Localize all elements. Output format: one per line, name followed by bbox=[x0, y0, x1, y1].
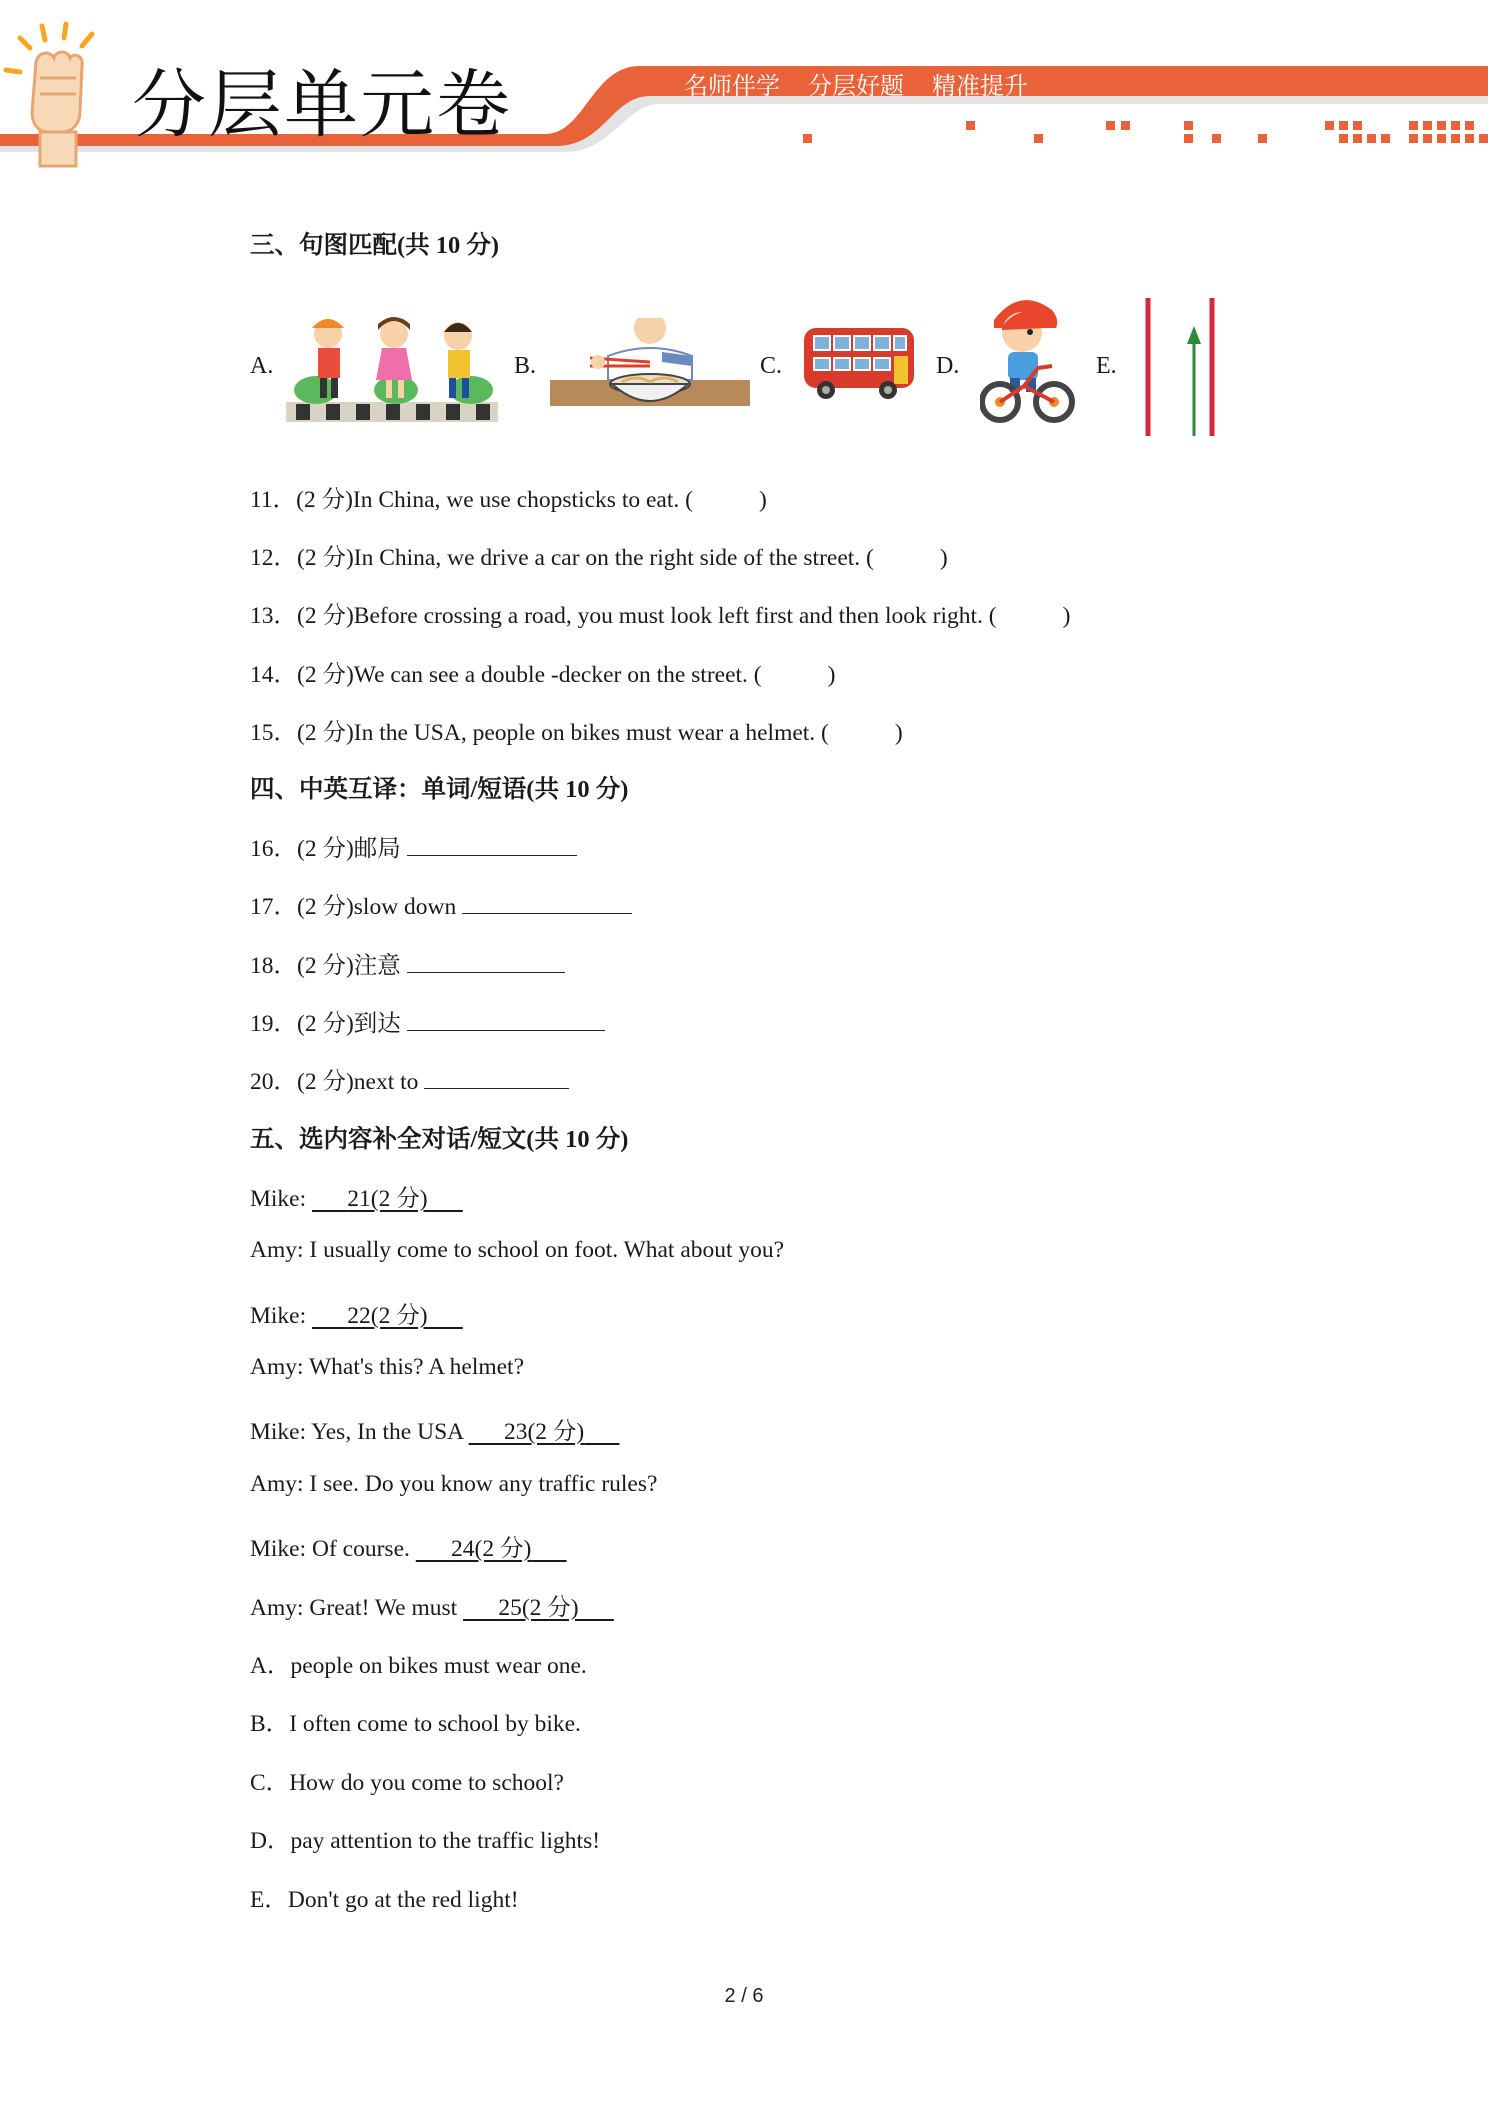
slogan-1: 名师伴学 bbox=[684, 72, 780, 100]
dialogue-blank-24[interactable] bbox=[416, 1536, 567, 1562]
option-e bbox=[250, 1880, 519, 1914]
brand-title: 分层单元卷 bbox=[132, 62, 512, 148]
dialogue-text: Mike: Yes, In the USA bbox=[250, 1419, 469, 1445]
question-13 bbox=[250, 596, 1070, 630]
question-text: (2 分)In the USA, people on bikes must wear a helmet. ( bbox=[297, 720, 829, 746]
option-letter: E． bbox=[250, 1887, 288, 1913]
option-letter: A． bbox=[250, 1653, 291, 1679]
question-20 bbox=[250, 1062, 569, 1096]
dialogue-text: Amy: What's this? A helmet? bbox=[250, 1354, 525, 1380]
answer-blank[interactable] bbox=[407, 950, 565, 973]
pic-label-e: E. bbox=[1096, 353, 1117, 379]
pic-label-c: C. bbox=[760, 353, 783, 379]
slogan-3: 精准提升 bbox=[932, 72, 1028, 100]
option-text: Don't go at the red light! bbox=[287, 1887, 519, 1913]
close-paren: ) bbox=[939, 545, 948, 571]
question-text: (2 分)邮局 bbox=[297, 836, 401, 862]
eating-noodles-chopsticks-icon bbox=[550, 318, 750, 410]
dialogue-text: Mike: bbox=[250, 1303, 313, 1329]
question-text: (2 分)next to bbox=[297, 1069, 419, 1095]
dialogue-blank-22[interactable] bbox=[312, 1303, 463, 1329]
pic-label-a: A. bbox=[250, 353, 274, 379]
blank-label: 25(2 分) bbox=[498, 1595, 579, 1621]
question-number: 19． bbox=[250, 1011, 297, 1037]
question-number: 12． bbox=[250, 545, 297, 571]
question-number: 15． bbox=[250, 720, 297, 746]
blank-label: 24(2 分) bbox=[451, 1536, 532, 1562]
dialogue-blank-21[interactable] bbox=[312, 1186, 463, 1212]
section-5-title: 五、选内容补全对话/短文(共 10 分) bbox=[250, 1126, 629, 1153]
answer-blank[interactable] bbox=[462, 891, 632, 914]
right-side-arrow-icon bbox=[1140, 296, 1220, 438]
option-text: pay attention to the traffic lights! bbox=[290, 1828, 601, 1854]
answer-blank[interactable] bbox=[407, 1008, 605, 1031]
dialogue-text: Amy: I see. Do you know any traffic rules? bbox=[250, 1471, 658, 1497]
question-16 bbox=[250, 829, 577, 863]
option-d bbox=[250, 1821, 600, 1855]
boy-helmet-bike-icon bbox=[980, 290, 1078, 428]
children-crossing-icon bbox=[286, 310, 498, 425]
option-letter: B． bbox=[250, 1711, 290, 1737]
section-4-title: 四、中英互译：单词/短语(共 10 分) bbox=[250, 776, 629, 803]
dialogue-text: Amy: Great! We must bbox=[250, 1595, 464, 1621]
dialogue-line-2 bbox=[250, 1237, 784, 1264]
option-text: How do you come to school? bbox=[289, 1770, 564, 1796]
option-letter: C． bbox=[250, 1770, 290, 1796]
question-number: 16． bbox=[250, 836, 297, 862]
question-number: 11． bbox=[250, 487, 297, 513]
option-c bbox=[250, 1763, 564, 1797]
page-number: 2 / 6 bbox=[724, 1985, 764, 2007]
dialogue-line-1 bbox=[250, 1179, 463, 1213]
dialogue-line-3 bbox=[250, 1296, 463, 1330]
question-text: (2 分)We can see a double -decker on the street. ( bbox=[297, 662, 762, 688]
double-decker-bus-icon bbox=[802, 326, 918, 402]
question-18 bbox=[250, 946, 565, 980]
dialogue-line-4 bbox=[250, 1354, 524, 1381]
question-text: (2 分)slow down bbox=[297, 894, 457, 920]
question-19 bbox=[250, 1004, 605, 1038]
dialogue-text: Mike: Of course. bbox=[250, 1536, 416, 1562]
close-paren: ) bbox=[758, 487, 767, 513]
question-text: (2 分)In China, we use chopsticks to eat. ( bbox=[296, 487, 693, 513]
question-number: 18． bbox=[250, 953, 297, 979]
dialogue-line-6 bbox=[250, 1471, 657, 1498]
question-number: 20． bbox=[250, 1069, 297, 1095]
blank-label: 22(2 分) bbox=[347, 1303, 428, 1329]
blank-label: 21(2 分) bbox=[347, 1186, 428, 1212]
question-11 bbox=[250, 480, 767, 514]
slogan-2: 分层好题 bbox=[808, 72, 904, 100]
option-letter: D． bbox=[250, 1828, 291, 1854]
question-number: 14． bbox=[250, 662, 297, 688]
dialogue-line-5 bbox=[250, 1412, 620, 1446]
question-number: 13． bbox=[250, 603, 297, 629]
dialogue-text: Amy: I usually come to school on foot. What about you? bbox=[250, 1237, 785, 1263]
option-text: people on bikes must wear one. bbox=[290, 1653, 587, 1679]
option-a bbox=[250, 1646, 587, 1680]
pic-label-d: D. bbox=[936, 353, 960, 379]
answer-blank[interactable] bbox=[424, 1066, 569, 1089]
question-number: 17． bbox=[250, 894, 297, 920]
question-text: (2 分)到达 bbox=[297, 1011, 401, 1037]
dialogue-text: Mike: bbox=[250, 1186, 313, 1212]
option-text: I often come to school by bike. bbox=[289, 1711, 581, 1737]
question-12 bbox=[250, 538, 948, 572]
option-b bbox=[250, 1704, 581, 1738]
close-paren: ) bbox=[1062, 603, 1071, 629]
dialogue-blank-23[interactable] bbox=[469, 1419, 620, 1445]
close-paren: ) bbox=[827, 662, 836, 688]
blank-label: 23(2 分) bbox=[503, 1419, 585, 1445]
dialogue-blank-25[interactable] bbox=[463, 1595, 614, 1621]
question-text: (2 分)In China, we drive a car on the right side of the street. ( bbox=[297, 545, 874, 571]
question-14 bbox=[250, 655, 835, 689]
section-3-title: 三、句图匹配(共 10 分) bbox=[250, 232, 500, 259]
question-text: (2 分)注意 bbox=[297, 953, 401, 979]
picture-options bbox=[250, 290, 1230, 450]
question-15 bbox=[250, 713, 903, 747]
dialogue-line-7 bbox=[250, 1529, 567, 1563]
close-paren: ) bbox=[894, 720, 903, 746]
dialogue-line-8 bbox=[250, 1588, 614, 1622]
answer-blank[interactable] bbox=[407, 833, 577, 856]
pic-label-b: B. bbox=[514, 353, 537, 379]
question-text: (2 分)Before crossing a road, you must look left first and then look right. ( bbox=[297, 603, 997, 629]
header-banner bbox=[0, 0, 1488, 175]
question-17 bbox=[250, 887, 632, 921]
